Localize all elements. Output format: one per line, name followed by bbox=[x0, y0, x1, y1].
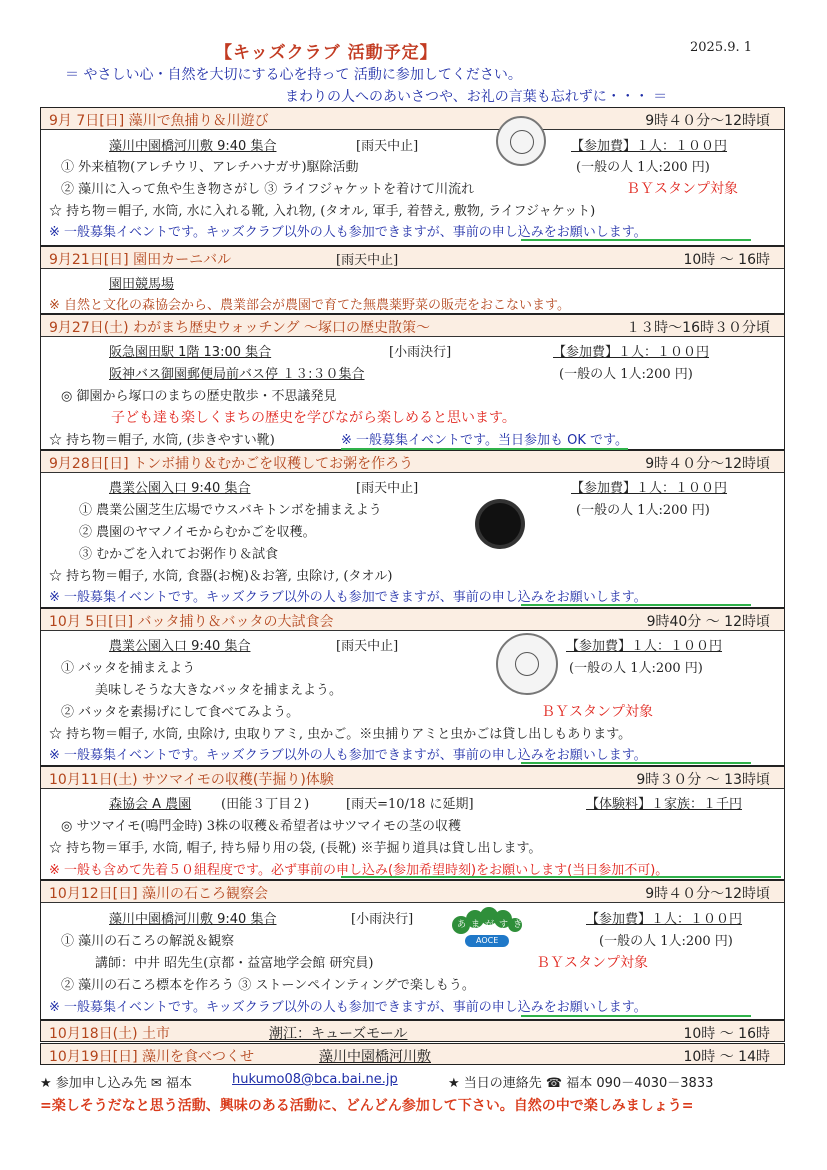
event-time: 10時 ～ 14時 bbox=[683, 1049, 770, 1065]
event-box-0907 bbox=[40, 107, 785, 246]
event-time: １３時～16時３０分頃 bbox=[626, 320, 770, 336]
weather-condition: [小雨決行] bbox=[389, 345, 452, 360]
event-title: 10月 5日[日] バッタ捕り＆バッタの大試食会 bbox=[49, 614, 334, 630]
items-to-bring: ☆ 持ち物＝軍手, 水筒, 帽子, 持ち帰り用の袋, (長靴) ※芋掘り道具は貸し出します。 bbox=[49, 841, 542, 856]
fee: 【参加費】１人：１００円 bbox=[586, 912, 743, 927]
activity-line: ◎ サツマイモ(鳴門金時) 3株の収穫＆希望者はサツマイモの茎の収穫 bbox=[61, 819, 461, 834]
event-time: 9時40分 ～ 12時頃 bbox=[646, 614, 770, 630]
aoce-label: AOCE bbox=[476, 936, 499, 945]
event-title: 10月11日(土) サツマイモの収穫(芋掘り)体験 bbox=[49, 772, 334, 788]
lecturer: 講師：中井 昭先生(京都・益富地学会館 研究員) bbox=[95, 956, 374, 971]
activity-line: ② 藻川の石ころ標本を作ろう ③ ストーンペインティングで楽しもう。 bbox=[61, 978, 475, 993]
activity-line: ③ むかごを入れてお粥作り＆試食 bbox=[79, 547, 279, 562]
event-box-1018 bbox=[40, 1020, 785, 1042]
event-note: ※ 一般募集イベントです。キッズクラブ以外の人も参加できますが、事前の申し込みをお願いします。 bbox=[49, 225, 647, 240]
items-to-bring: ☆ 持ち物＝帽子, 水筒, 食器(お椀)＆お箸, 虫除け, (タオル) bbox=[49, 569, 393, 584]
note-underline bbox=[341, 876, 781, 878]
weather-condition: [小雨決行] bbox=[351, 912, 414, 927]
page-title: 【キッズクラブ 活動予定】 bbox=[215, 43, 438, 63]
note-underline bbox=[521, 604, 751, 606]
aoce-logo bbox=[451, 903, 528, 949]
weather-condition: [雨天中止] bbox=[356, 481, 419, 496]
fee: 【参加費】１人：１００円 bbox=[571, 139, 728, 154]
activity-line: ① バッタを捕まえよう bbox=[61, 661, 196, 676]
event-header bbox=[41, 451, 784, 473]
by-stamp-logo bbox=[496, 116, 546, 166]
event-box-1012 bbox=[40, 880, 785, 1020]
meeting-place: 藻川中園橋河川敷 9:40 集合 bbox=[109, 912, 277, 927]
event-time: 9時４０分～12時頃 bbox=[645, 886, 770, 902]
event-time: 9時３０分 ～ 13時頃 bbox=[636, 772, 770, 788]
weather-condition: [雨天中止] bbox=[356, 139, 419, 154]
event-place: 潮江：キューズモール bbox=[269, 1026, 408, 1042]
activity-line: ② バッタを素揚げにして食べてみよう。 bbox=[61, 705, 300, 720]
activity-line: ② 藻川に入って魚や生き物さがし ③ ライフジャケットを着けて川流れ bbox=[61, 182, 475, 197]
day-of-contact: ★ 当日の連絡先 ☎ 福本 090－4030－3833 bbox=[448, 1076, 714, 1091]
mascot-face-icon bbox=[515, 652, 539, 676]
by-stamp-target: ＢＹスタンプ対象 bbox=[626, 181, 738, 197]
activity-line: ① 藻川の石ころの解説＆観察 bbox=[61, 934, 235, 949]
event-header bbox=[41, 767, 784, 789]
meeting-place: 阪急園田駅 1階 13:00 集合 bbox=[109, 345, 272, 360]
soot-sprite-icon bbox=[479, 503, 521, 545]
event-title: 9月28日[日] トンボ捕り＆むかごを収穫してお粥を作ろう bbox=[49, 456, 414, 472]
aoce-letters: あまがすき bbox=[457, 920, 528, 930]
meeting-place: 農業公園入口 9:40 集合 bbox=[109, 481, 251, 496]
event-note: ※ 一般募集イベントです。キッズクラブ以外の人も参加できますが、事前の申し込みをお願いします。 bbox=[49, 748, 647, 763]
fee: 【参加費】１人：１００円 bbox=[553, 345, 710, 360]
mascot-face-icon bbox=[510, 130, 534, 154]
signup-contact: ★ 参加申し込み先 ✉ 福本 bbox=[40, 1076, 192, 1091]
meeting-place: 園田競馬場 bbox=[109, 277, 175, 292]
event-note: ※ 一般募集イベントです。当日参加も OK です。 bbox=[341, 429, 628, 450]
weather-condition: [雨天中止] bbox=[336, 253, 399, 268]
weather-condition: [雨天=10/18 に延期] bbox=[346, 797, 474, 812]
meeting-place-2: 阪神バス御園郵便局前バス停 １３:３０集合 bbox=[109, 367, 365, 382]
event-box-0927 bbox=[40, 314, 785, 450]
fee-general: (一般の人 1人:200 円) bbox=[559, 367, 693, 382]
event-note: ※ 一般募集イベントです。キッズクラブ以外の人も参加できますが、事前の申し込みをお願いします。 bbox=[49, 1000, 647, 1015]
event-note: ※ 自然と文化の森協会から、農業部会が農園で育てた無農薬野菜の販売をおこないます。 bbox=[49, 298, 570, 313]
event-time: 10時 ～ 16時 bbox=[683, 252, 770, 268]
event-title: 9月21日[日] 園田カーニバル bbox=[49, 252, 232, 268]
meeting-place-address: (田能３丁目２) bbox=[221, 797, 310, 812]
meeting-place: 森協会 A 農園 bbox=[109, 797, 192, 812]
event-title: 10月19日[日] 藻川を食べつくせ bbox=[49, 1049, 255, 1065]
event-box-0921 bbox=[40, 246, 785, 314]
event-box-1019 bbox=[40, 1043, 785, 1065]
issue-date: 2025.9. 1 bbox=[690, 40, 753, 55]
meeting-place: 藻川中園橋河川敷 9:40 集合 bbox=[109, 139, 277, 154]
event-header bbox=[41, 108, 784, 130]
note-underline bbox=[521, 239, 751, 241]
fee-general: (一般の人 1人:200 円) bbox=[576, 160, 710, 175]
signup-email-link[interactable]: hukumo08@bca.bai.ne.jp bbox=[232, 1072, 398, 1087]
fee: 【参加費】１人：１００円 bbox=[566, 639, 723, 654]
fee: 【体験料】１家族：１千円 bbox=[586, 797, 743, 812]
items-to-bring: ☆ 持ち物＝帽子, 水筒, (歩きやすい靴) bbox=[49, 433, 275, 448]
event-title: 10月12日[日] 藻川の石ころ観察会 bbox=[49, 886, 269, 902]
activity-line: ① 農業公園芝生広場でウスバキトンボを捕まえよう bbox=[79, 503, 382, 518]
fee: 【参加費】１人：１００円 bbox=[571, 481, 728, 496]
note-underline bbox=[521, 1015, 751, 1017]
event-time: 10時 ～ 16時 bbox=[683, 1026, 770, 1042]
activity-line: 美味しそうな大きなバッタを捕まえよう。 bbox=[95, 683, 343, 698]
event-time: 9時４０分～12時頃 bbox=[645, 456, 770, 472]
by-stamp-target: ＢＹスタンプ対象 bbox=[536, 955, 648, 971]
intro-line-2: まわりの人へのあいさつや、お礼の言葉も忘れずに・・・ ＝ bbox=[285, 89, 668, 105]
items-to-bring: ☆ 持ち物＝帽子, 水筒, 虫除け, 虫取りアミ, 虫かご。※虫捕りアミと虫かごは貸し出しもあります。 bbox=[49, 727, 632, 742]
event-header bbox=[41, 881, 784, 903]
fee-general: (一般の人 1人:200 円) bbox=[599, 934, 733, 949]
event-title: 9月27日(土) わがまち歴史ウォッチング ～塚口の歴史散策～ bbox=[49, 320, 431, 336]
event-header bbox=[41, 609, 784, 631]
activity-line: ① 外来植物(アレチウリ、アレチハナガサ)駆除活動 bbox=[61, 160, 359, 175]
intro-line-1: ＝ やさしい心・自然を大切にする心を持って 活動に参加してください。 bbox=[65, 67, 522, 83]
event-header bbox=[41, 247, 784, 269]
event-box-0928 bbox=[40, 450, 785, 608]
event-header bbox=[41, 315, 784, 337]
by-stamp-target: ＢＹスタンプ対象 bbox=[541, 704, 653, 720]
weather-condition: [雨天中止] bbox=[336, 639, 399, 654]
activity-highlight: 子ども達も楽しくまちの歴史を学びながら楽しめると思います。 bbox=[111, 410, 516, 426]
event-time: 9時４０分～12時頃 bbox=[645, 113, 770, 129]
event-note: ※ 一般も含めて先着５０組程度です。必ず事前の申し込み(参加希望時刻)をお願いします(当日参加不可)。 bbox=[49, 863, 669, 878]
event-box-1005 bbox=[40, 608, 785, 766]
fee-general: (一般の人 1人:200 円) bbox=[576, 503, 710, 518]
activity-line: ◎ 御園から塚口のまちの歴史散歩・不思議発見 bbox=[61, 389, 337, 404]
closing-message: =楽しそうだなと思う活動、興味のある活動に、どんどん参加して下さい。自然の中で楽しみましょう= bbox=[40, 1098, 694, 1114]
event-title: 9月 7日[日] 藻川で魚捕り＆川遊び bbox=[49, 113, 269, 129]
event-title: 10月18日(土) 土市 bbox=[49, 1026, 171, 1042]
note-underline bbox=[521, 762, 751, 764]
by-stamp-logo bbox=[496, 633, 558, 695]
event-note: ※ 一般募集イベントです。キッズクラブ以外の人も参加できますが、事前の申し込みをお願いします。 bbox=[49, 590, 647, 605]
event-place: 藻川中園橋河川敷 bbox=[319, 1049, 431, 1065]
event-box-1011 bbox=[40, 766, 785, 880]
activity-line: ② 農園のヤマノイモからむかごを収穫。 bbox=[79, 525, 316, 540]
items-to-bring: ☆ 持ち物＝帽子, 水筒, 水に入れる靴, 入れ物, (タオル, 軍手, 着替え, 敷物, ライフジャケット) bbox=[49, 204, 596, 219]
meeting-place: 農業公園入口 9:40 集合 bbox=[109, 639, 251, 654]
fee-general: (一般の人 1人:200 円) bbox=[569, 661, 703, 676]
